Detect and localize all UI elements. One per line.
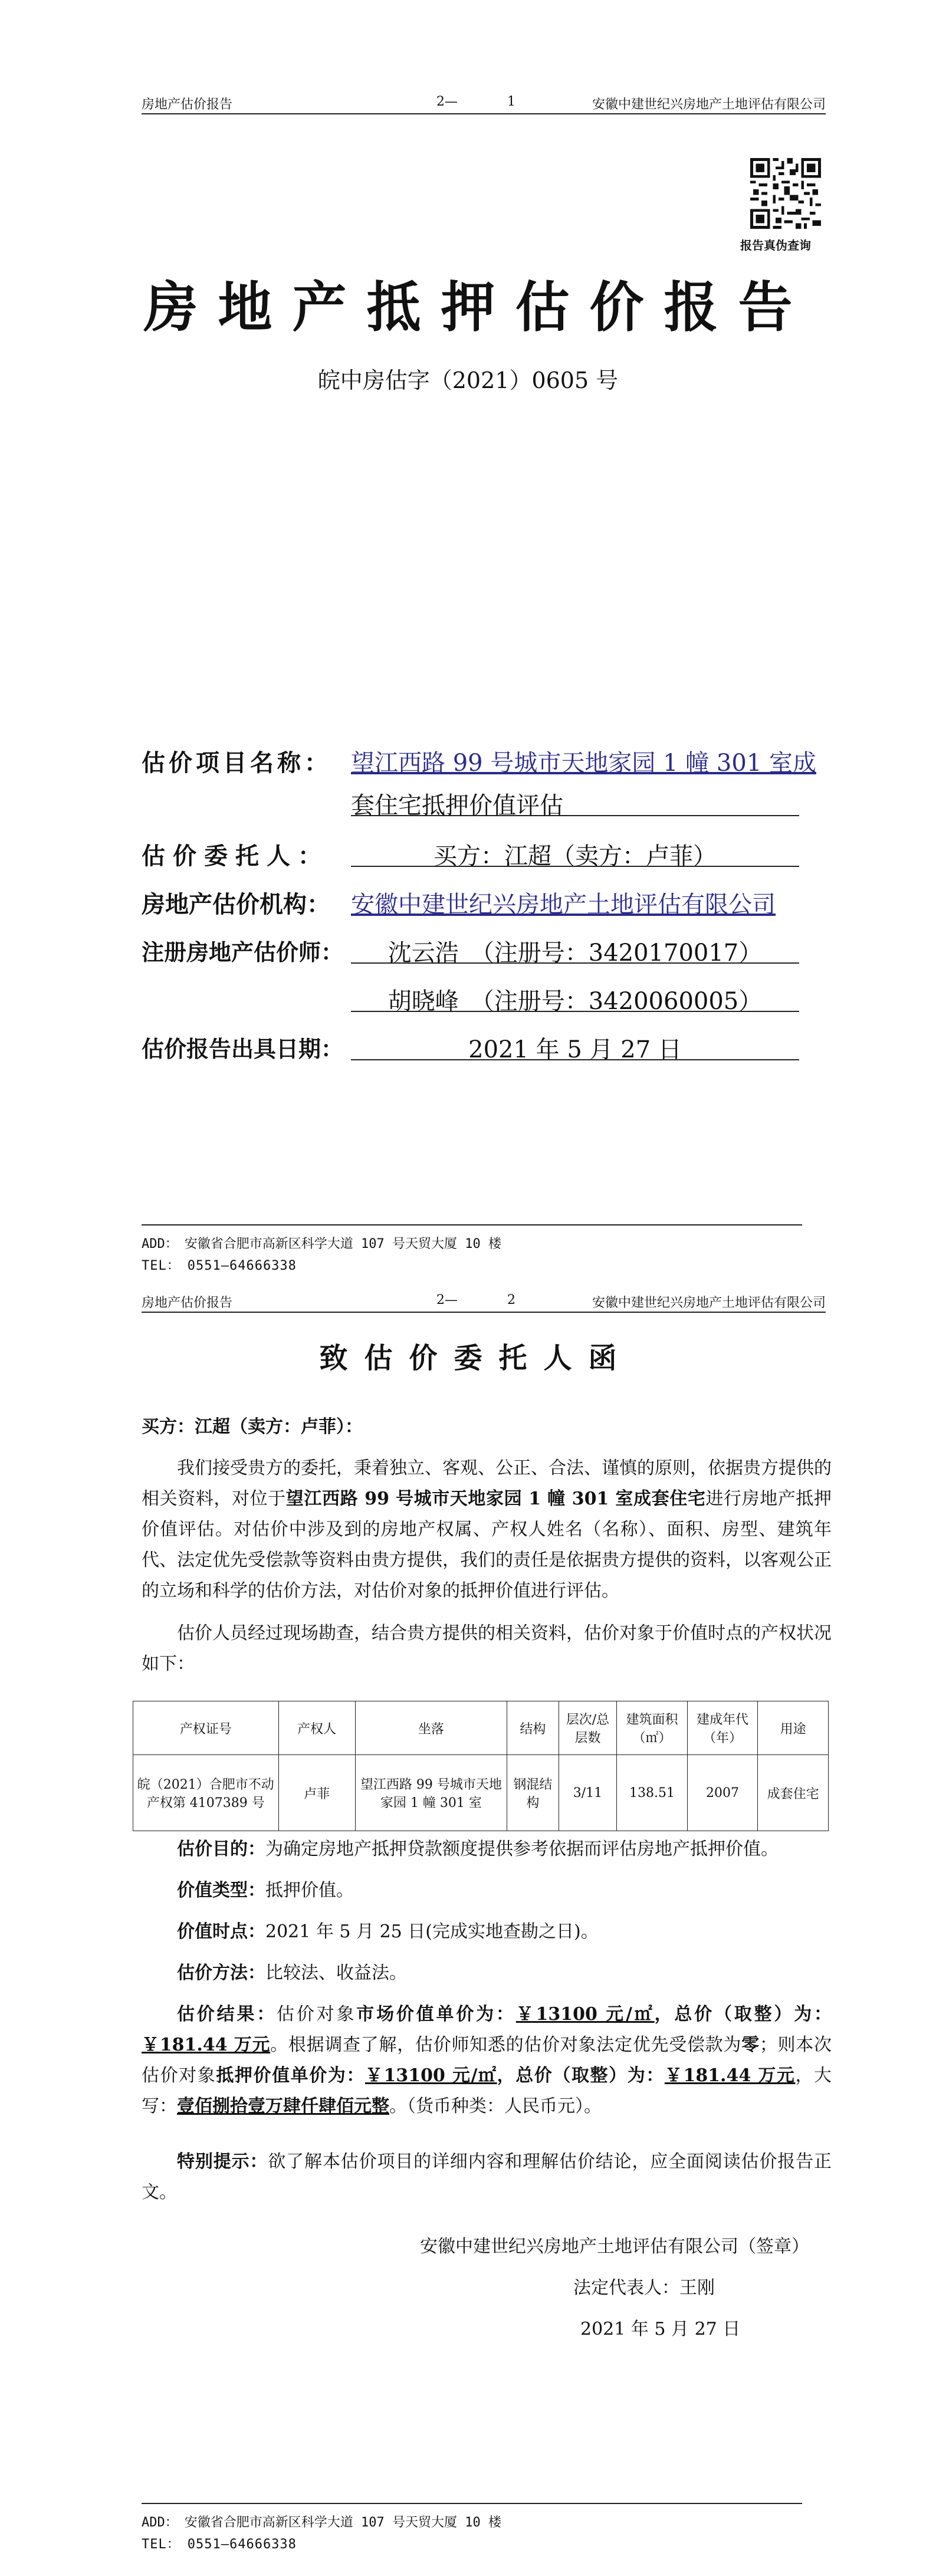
result-text: 市场价值单价为： <box>356 2004 516 2025</box>
page-header <box>142 1288 826 1313</box>
priority-payment: 零 <box>741 2035 760 2055</box>
result-text: ，大写： <box>142 2065 832 2117</box>
salutation: 买方：江超（卖方：卢菲）： <box>142 1417 363 1437</box>
table-row <box>133 1755 829 1831</box>
report-date-value: 2021 年 5 月 27 日 <box>351 1031 799 1060</box>
signature-date: 2021 年 5 月 27 日 <box>580 2319 741 2340</box>
col-use: 用途 <box>758 1701 829 1755</box>
page-footer <box>142 2503 802 2552</box>
col-floor: 层次/总层数 <box>559 1701 616 1755</box>
note-paragraph <box>142 2147 832 2208</box>
letter-title: 致估价委托人函 <box>319 1342 633 1375</box>
letter-page <box>0 1288 936 2576</box>
cell-certificate: 皖（2021）合肥市不动产权第 4107389 号 <box>133 1755 279 1831</box>
value-date-label: 价值时点： <box>177 1921 265 1942</box>
result-label: 估价结果： <box>177 2004 277 2025</box>
legal-representative: 法定代表人：王刚 <box>573 2278 715 2298</box>
value-date-line <box>142 1917 832 1947</box>
header-page-number: 1 <box>507 94 515 109</box>
footer-address: ADD： 安徽省合肥市高新区科学大道 107 号天贸大厦 10 楼 <box>142 1237 501 1251</box>
purpose-line <box>142 1834 832 1865</box>
col-year: 建成年代（年） <box>687 1701 758 1755</box>
survey-paragraph: 估价人员经过现场勘查，结合贵方提供的相关资料，估价对象于价值时点的产权状况如下： <box>142 1623 832 1674</box>
cell-structure: 钢混结构 <box>507 1755 559 1831</box>
agency-label: 房地产估价机构： <box>142 891 330 918</box>
result-text: 估价对象 <box>277 2004 357 2025</box>
market-unit-price: ￥13100 元/㎡ <box>515 2004 655 2025</box>
result-paragraph <box>142 1999 832 2122</box>
method-label: 估价方法： <box>177 1963 265 1983</box>
header-page-prefix: 2— <box>436 1293 458 1307</box>
intro-text-c: 进行房地产抵押价值评估。对估价中涉及到的房地产权属、产权人姓名（名称）、面积、房型、建筑年代、法定优先受偿款等资料由贵方提供，我们的责任是依据贵方提供的资料，以客观公正的立场和科学的估价方法，对估价对象的抵押价值进行评估。 <box>142 1489 832 1601</box>
value-type-label: 价值类型： <box>177 1880 265 1901</box>
cell-year: 2007 <box>687 1755 758 1831</box>
qr-code-icon[interactable] <box>750 158 821 229</box>
appraiser-1: 沈云浩 （注册号：3420170017） <box>351 934 799 964</box>
col-certificate: 产权证号 <box>133 1701 279 1755</box>
header-company: 安徽中建世纪兴房地产土地评估有限公司 <box>592 97 826 112</box>
footer-divider <box>142 1224 802 1225</box>
property-rights-table <box>133 1701 829 1831</box>
market-total-price: ￥181.44 万元 <box>142 2035 271 2055</box>
col-location: 坐落 <box>355 1701 507 1755</box>
result-text: 抵押价值单价为： <box>216 2065 365 2086</box>
value-type-line <box>142 1875 832 1906</box>
footer-telephone: TEL： 0551—64666338 <box>142 2537 297 2552</box>
result-text: ，总价（取整）为： <box>654 2004 832 2025</box>
intro-text-a: 我们接受贵方的委托，秉着独立、客观、公正、合法、谨慎的原则，依据贵方提供的相关资料，对位于 <box>142 1458 832 1509</box>
project-name-label: 估价项目名称： <box>142 749 331 777</box>
purpose-label: 估价目的： <box>177 1839 265 1859</box>
project-name-value-line1[interactable]: 望江西路 99 号城市天地家园 1 幢 301 室成 <box>351 750 816 777</box>
report-date-label: 估价报告出具日期： <box>142 1036 344 1062</box>
cell-use: 成套住宅 <box>758 1755 829 1831</box>
client-label: 估价委托人： <box>142 842 329 870</box>
value-type-value: 抵押价值。 <box>265 1880 354 1901</box>
result-text: 。（货币种类：人民币元）。 <box>389 2096 602 2117</box>
method-value: 比较法、收益法。 <box>265 1963 407 1983</box>
signature-company: 安徽中建世纪兴房地产土地评估有限公司（签章） <box>420 2236 809 2257</box>
project-name-value-line2: 套住宅抵押价值评估 <box>351 787 799 816</box>
method-line <box>142 1958 832 1989</box>
note-label: 特别提示： <box>177 2151 268 2172</box>
header-report-name: 房地产估价报告 <box>142 1296 233 1310</box>
page-footer <box>142 1224 802 1274</box>
col-area: 建筑面积（㎡） <box>617 1701 688 1755</box>
result-text: 。根据调查了解，估价师知悉的估价对象法定优先受偿款为 <box>270 2035 742 2055</box>
value-date-value: 2021 年 5 月 25 日(完成实地查勘之日)。 <box>265 1921 599 1942</box>
purpose-value: 为确定房地产抵押贷款额度提供参考依据而评估房地产抵押价值。 <box>265 1839 779 1859</box>
mortgage-unit-price: ￥13100 元/㎡ <box>364 2065 497 2086</box>
page-header <box>142 90 826 114</box>
table-header-row <box>133 1701 829 1755</box>
intro-paragraph <box>142 1453 832 1606</box>
header-report-name: 房地产估价报告 <box>142 97 233 112</box>
mortgage-total-price: ￥181.44 万元 <box>664 2065 796 2086</box>
cell-area: 138.51 <box>617 1755 688 1831</box>
result-text: ，总价（取整）为： <box>497 2065 665 2086</box>
appraiser-2: 胡晓峰 （注册号：3420060005） <box>351 983 799 1012</box>
note-value: 欲了解本估价项目的详细内容和理解估价结论，应全面阅读估价报告正文。 <box>142 2151 832 2203</box>
footer-address: ADD： 安徽省合肥市高新区科学大道 107 号天贸大厦 10 楼 <box>142 2515 501 2530</box>
total-in-words: 壹佰捌拾壹万肆仟肆佰元整 <box>177 2096 389 2117</box>
property-address: 望江西路 99 号城市天地家园 1 幢 301 室成套住宅 <box>285 1489 706 1509</box>
col-structure: 结构 <box>507 1701 559 1755</box>
report-title: 房地产抵押估价报告 <box>143 275 813 339</box>
footer-divider <box>142 2503 802 2504</box>
result-text: ；则本次估价对象 <box>142 2035 832 2086</box>
cell-floor: 3/11 <box>559 1755 616 1831</box>
header-page-prefix: 2— <box>436 94 458 109</box>
header-company: 安徽中建世纪兴房地产土地评估有限公司 <box>592 1296 826 1310</box>
header-page-number: 2 <box>507 1293 515 1307</box>
report-number: 皖中房估字（2021）0605 号 <box>317 367 619 393</box>
cell-location: 望江西路 99 号城市天地家园 1 幢 301 室 <box>355 1755 507 1831</box>
col-owner: 产权人 <box>278 1701 355 1755</box>
qr-caption: 报告真伪查询 <box>740 238 811 252</box>
cell-owner: 卢菲 <box>278 1755 355 1831</box>
footer-telephone: TEL： 0551—64666338 <box>142 1259 297 1273</box>
agency-value[interactable]: 安徽中建世纪兴房地产土地评估有限公司 <box>351 891 776 918</box>
client-value: 买方：江超（卖方：卢菲） <box>351 837 799 867</box>
appraiser-label: 注册房地产估价师： <box>142 939 344 965</box>
